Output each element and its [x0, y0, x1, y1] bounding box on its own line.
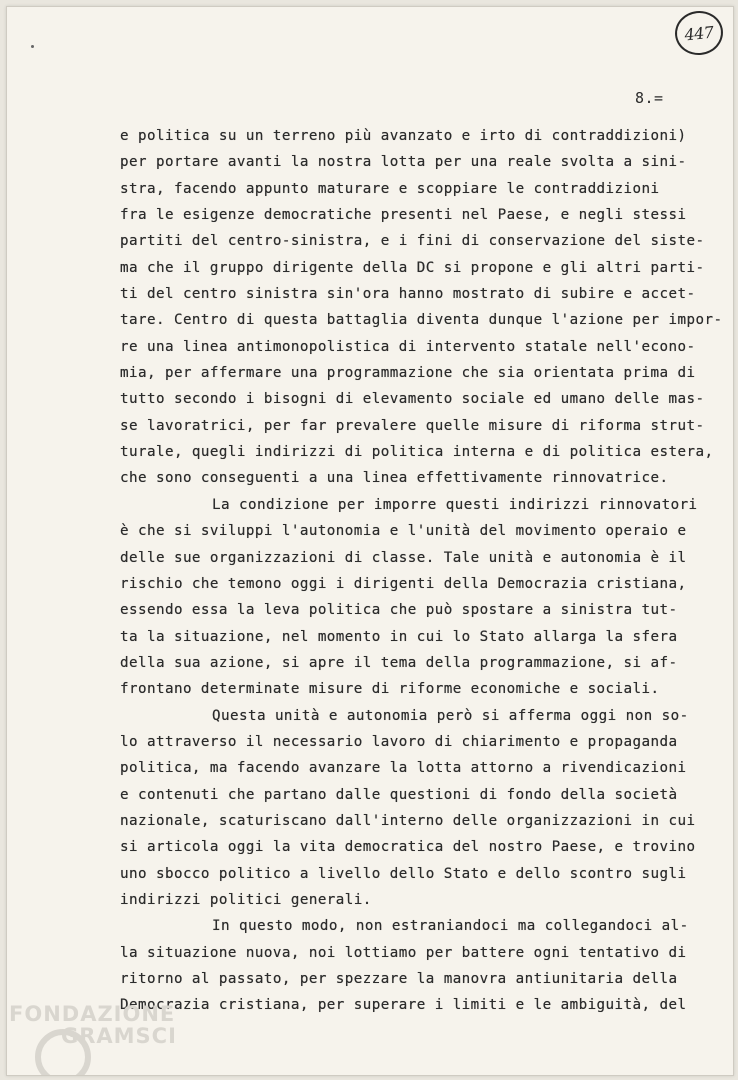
text-line: rischio che temono oggi i dirigenti della Democrazia cristiana, — [120, 575, 687, 592]
text-line: tare. Centro di questa battaglia diventa dunque l'azione per impor- — [120, 312, 723, 329]
document-page — [6, 6, 734, 1076]
text-line: Democrazia cristiana, per superare i limiti e le ambiguità, del — [120, 997, 687, 1014]
text-line: turale, quegli indirizzi di politica interna e di politica estera, — [120, 444, 714, 461]
typewritten-body — [120, 123, 723, 1019]
text-line: se lavoratrici, per far prevalere quelle misure di riforma strut- — [120, 417, 705, 434]
watermark-line-1: FONDAZIONE — [9, 1002, 176, 1026]
text-line: ma che il gruppo dirigente della DC si propone e gli altri parti- — [120, 259, 705, 276]
text-line: e politica su un terreno più avanzato e irto di contraddizioni) — [120, 128, 687, 144]
text-line: la situazione nuova, noi lottiamo per battere ogni tentativo di — [120, 944, 687, 961]
text-line: si articola oggi la vita democratica del nostro Paese, e trovino — [120, 839, 696, 856]
text-line: e contenuti che partano dalle questioni di fondo della società — [120, 786, 678, 803]
text-line: che sono conseguenti a una linea effettivamente rinnovatrice. — [120, 470, 669, 487]
text-line: indirizzi politici generali. — [120, 891, 372, 908]
text-line: essendo essa la leva politica che può spostare a sinistra tut- — [120, 602, 678, 619]
text-line: La condizione per imporre questi indirizzi rinnovatori — [212, 496, 698, 513]
text-line: re una linea antimonopolistica di intervento statale nell'econo- — [120, 338, 696, 355]
text-line: politica, ma facendo avanzare la lotta attorno a rivendicazioni — [120, 760, 687, 777]
text-line: delle sue organizzazioni di classe. Tale unità e autonomia è il — [120, 549, 687, 566]
text-line: per portare avanti la nostra lotta per una reale svolta a sini- — [120, 154, 687, 171]
text-line: ti del centro sinistra sin'ora hanno mostrato di subire e accet- — [120, 286, 696, 303]
text-line: lo attraverso il necessario lavoro di chiarimento e propaganda — [120, 733, 678, 750]
watermark-line-2: GRAMSCI — [61, 1024, 177, 1048]
text-line: fra le esigenze democratiche presenti nel Paese, e negli stessi — [120, 207, 687, 224]
text-line: partiti del centro-sinistra, e i fini di conservazione del siste- — [120, 233, 705, 250]
text-line: Questa unità e autonomia però si afferma oggi non so- — [212, 707, 689, 724]
text-line: In questo modo, non estraniandoci ma collegandoci al- — [212, 918, 689, 935]
text-line: è che si sviluppi l'autonomia e l'unità del movimento operaio e — [120, 523, 687, 540]
text-line: tutto secondo i bisogni di elevamento sociale ed umano delle mas- — [120, 391, 705, 408]
text-line: frontano determinate misure di riforme economiche e sociali. — [120, 681, 660, 698]
watermark — [9, 1003, 177, 1047]
text-line: stra, facendo appunto maturare e scoppiare le contraddizioni — [120, 180, 660, 197]
text-line: nazionale, scaturiscano dall'interno delle organizzazioni in cui — [120, 812, 696, 829]
text-line: ritorno al passato, per spezzare la manovra antiunitaria della — [120, 971, 678, 987]
page-number: 8.= — [635, 89, 664, 107]
text-line: ta la situazione, nel momento in cui lo Stato allarga la sfera — [120, 628, 678, 645]
text-line: mia, per affermare una programmazione che sia orientata prima di — [120, 365, 696, 382]
archive-number-stamp: 447 — [673, 9, 725, 58]
ink-speck — [31, 45, 34, 48]
text-line: uno sbocco politico a livello dello Stato e dello scontro sugli — [120, 865, 687, 882]
text-line: della sua azione, si apre il tema della programmazione, si af- — [120, 654, 678, 671]
